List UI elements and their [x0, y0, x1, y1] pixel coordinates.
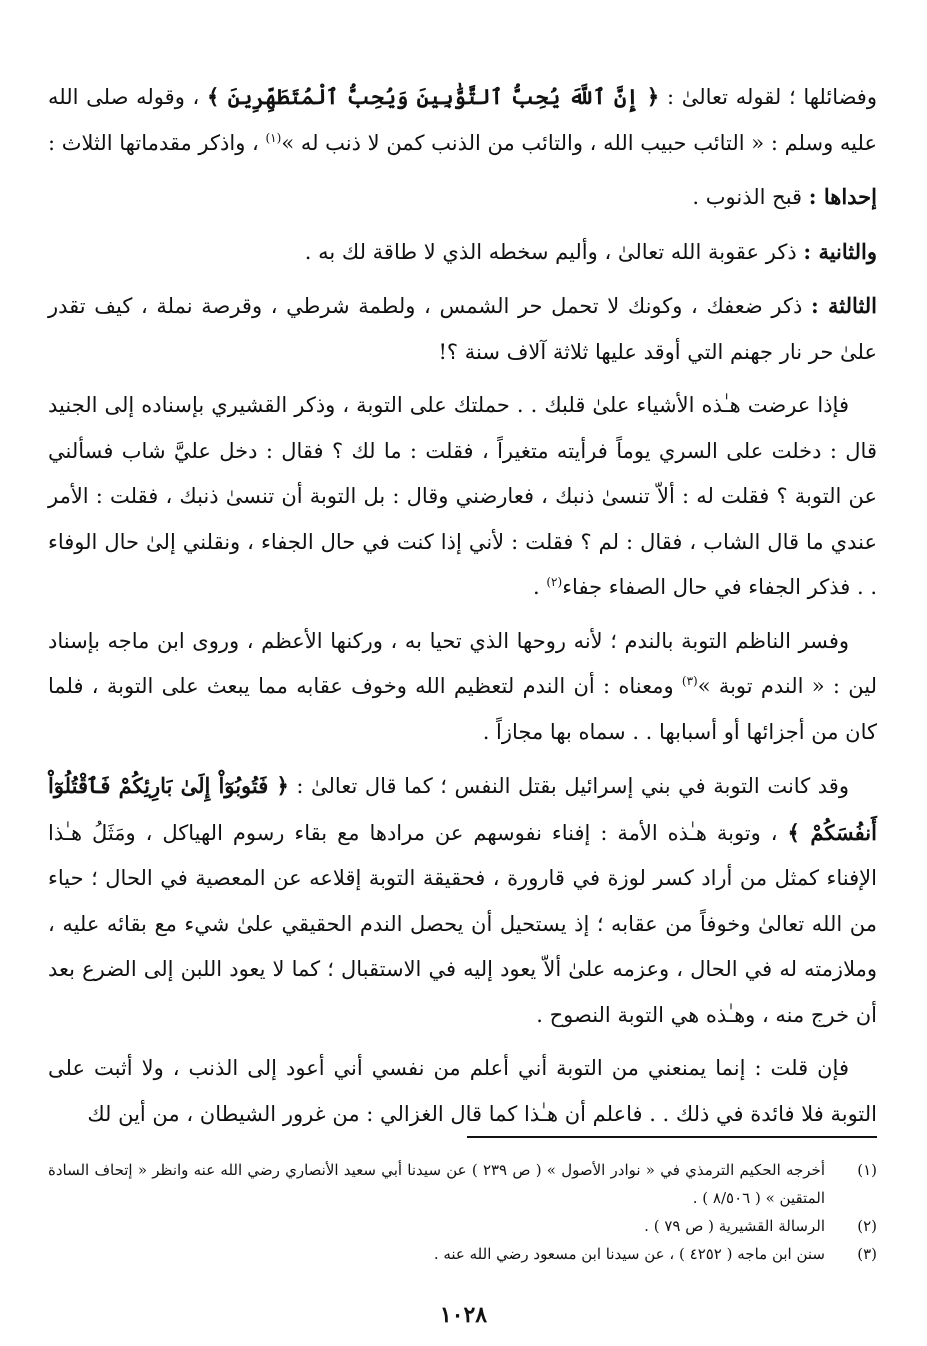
footnote-ref-1: (١) [265, 130, 282, 145]
page-body [48, 74, 877, 1145]
footnote-text: الرسالة القشيرية ( ص ٧٩ ) . [644, 1217, 825, 1235]
item-text: ذكر عقوبة الله تعالىٰ ، وأليم سخطه الذي لا طاقة لك به . [304, 239, 797, 264]
paragraph-text: وفسر الناظم التوبة بالندم ؛ لأنه روحها الذي تحيا به ، وركنها الأعظم ، وروى ابن ماجه بإسناد لين : « الندم توبة » [48, 628, 877, 698]
footnote-text: سنن ابن ماجه ( ٤٢٥٢ ) ، عن سيدنا ابن مسعود رضي الله عنه . [433, 1245, 825, 1263]
footnotes [48, 1156, 877, 1268]
footnote-divider [467, 1136, 877, 1138]
paragraph-virtues [48, 74, 877, 166]
page-number: ١٠٢٨ [439, 1302, 488, 1328]
item-text: قبح الذنوب . [692, 185, 803, 209]
footnote-number: (١) [857, 1161, 877, 1179]
paragraph-text: وفضائلها ؛ لقوله تعالىٰ : [666, 85, 877, 109]
list-item-first [48, 174, 877, 221]
footnote-text: أخرجه الحكيم الترمذي في « نوادر الأصول » ( ص ٢٣٩ ) عن سيدنا أبي سعيد الأنصاري رضي الله عنه وانظر « إتحاف السادة المتقين » ( ٨/٥٠٦ ) . [48, 1161, 825, 1207]
list-item-third [48, 283, 877, 375]
footnote-3 [48, 1240, 877, 1268]
paragraph-objection [48, 1046, 877, 1137]
paragraph-text: ، وقوله صلى الله عليه وسلم : « التائب حبيب الله ، والتائب من الذنب كمن لا ذنب له » [48, 85, 877, 155]
item-lead: إحداها : [808, 184, 877, 209]
paragraph-israel [48, 763, 877, 1038]
paragraph-text: . [532, 575, 540, 599]
item-lead: الثالثة : [811, 293, 878, 318]
quran-verse: ﴿ فَتُوبُوٓاْ إِلَىٰ بَارِئِكُمْ فَٱقْتُلُوٓاْ أَنفُسَكُمْ ﴾ [48, 773, 877, 845]
list-item-second [48, 229, 877, 276]
item-text: ذكر ضعفك ، وكونك لا تحمل حر الشمس ، ولطمة شرطي ، وقرصة نملة ، كيف تقدر علىٰ حر نار جهنم التي أوقد عليها ثلاثة آلاف سنة ؟! [48, 294, 877, 364]
paragraph-text: فإذا عرضت هـٰذه الأشياء علىٰ قلبك . . حملتك على التوبة ، وذكر القشيري بإسناده إلى الجنيد قال : دخلت على السري يوماً فرأيته متغيراً ، فقلت : ما لك ؟ فقال : دخل عليَّ شاب فسألني عن التوبة ؟ فقلت له : ألاّ تنسىٰ ذنبك ، فعارضني وقال : بل التوبة أن تنسىٰ ذنبك ، فقلت : الأمر عندي ما قال الشاب ، فقال : لم ؟ فقلت : لأني إذا كنت في حال الجفاء ، ونقلني إلىٰ حال الوفاء . . فذكر الجفاء في حال الصفاء جفاء [48, 393, 877, 599]
footnote-number: (٣) [857, 1245, 877, 1263]
paragraph-text: فإن قلت : إنما يمنعني من التوبة أني أعلم من نفسي أني أعود إلى الذنب ، ولا أثبت على التوبة فلا فائدة في ذلك . . فاعلم أن هـٰذا كما قال الغزالي : من غرور الشيطان ، من أين لك [48, 1056, 877, 1126]
footnote-ref-2: (٢) [546, 575, 563, 589]
paragraph-junayd [48, 383, 877, 611]
paragraph-text: ، واذكر مقدماتها الثلاث : [47, 130, 259, 155]
footnote-2 [48, 1212, 877, 1240]
paragraph-text: وقد كانت التوبة في بني إسرائيل بقتل النفس ؛ كما قال تعالىٰ : [296, 774, 849, 798]
paragraph-text: ، وتوبة هـٰذه الأمة : إفناء نفوسهم عن مرادها مع بقاء رسوم الهياكل ، ومَثَلُ هـٰذا الإفناء كمثل من أراد كسر لوزة في قارورة ، فحقيقة التوبة إقلاعه عن المعصية في الحال ؛ حياء من الله تعالىٰ وخوفاً من عقابه ؛ إذ يستحيل أن يحصل الندم الحقيقي علىٰ شيء مع بقائه عليه ، وملازمته له في الحال ، وعزمه علىٰ ألاّ يعود إليه في الاستقبال ؛ كما لا يعود اللبن إلى الضرع بعد أن خرج منه ، وهـٰذه هي التوبة النصوح . [48, 820, 877, 1027]
footnote-number: (٢) [857, 1217, 877, 1235]
paragraph-text: ومعناه : أن الندم لتعظيم الله وخوف عقابه مما يبعث على التوبة ، فلما كان من أجزائها أو أسبابها . . سماه بها مجازاً . [48, 674, 877, 744]
footnote-ref-3: (٣) [681, 674, 698, 688]
footnote-1 [48, 1156, 877, 1212]
item-lead: والثانية : [803, 238, 877, 264]
quran-verse: ﴿ إِنَّ ٱللَّهَ يُحِبُّ ٱلتَّوَّٰبِينَ وَيُحِبُّ ٱلْمُتَطَهِّرِينَ ﴾ [207, 84, 660, 109]
paragraph-regret [48, 619, 877, 756]
